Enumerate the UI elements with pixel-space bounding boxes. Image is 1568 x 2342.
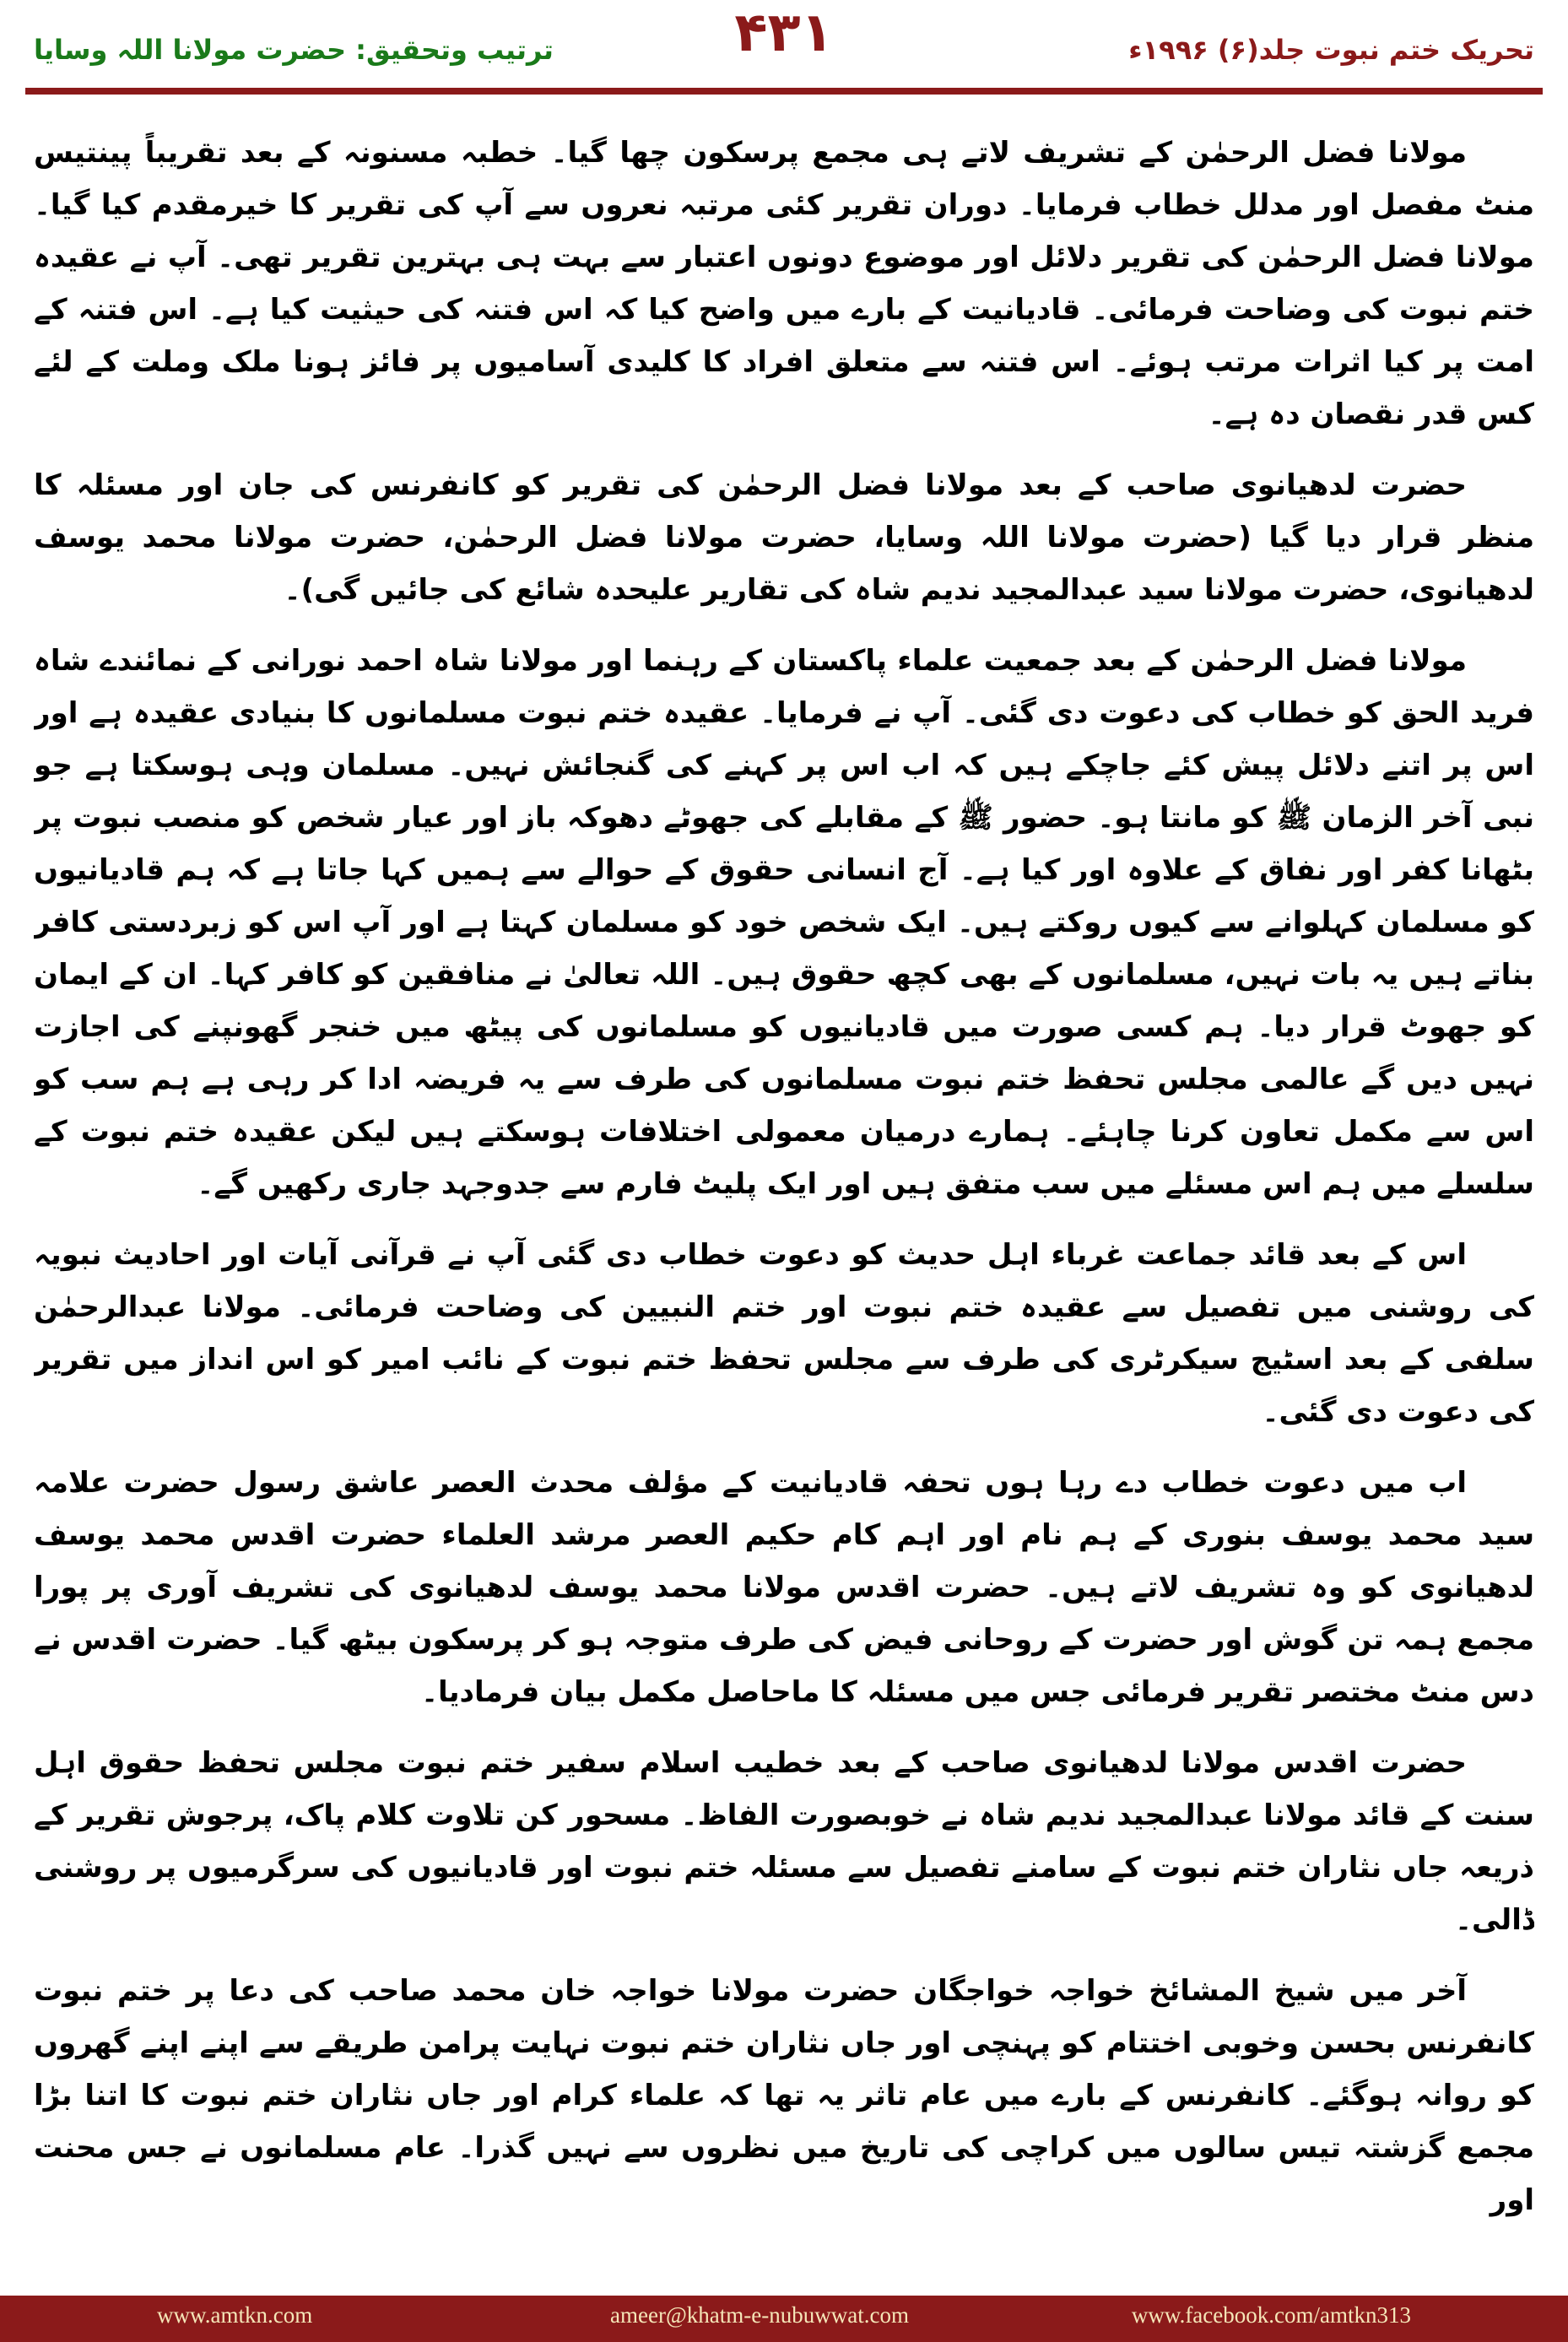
- page-footer: [0, 2296, 1568, 2342]
- footer-website-link[interactable]: www.amtkn.com: [157, 2302, 313, 2328]
- page-number: ۴۳۱: [734, 2, 834, 64]
- paragraph: مولانا فضل الرحمٰن کے تشریف لاتے ہی مجمع پرسکون چھا گیا۔ خطبہ مسنونہ کے بعد تقریباً پینتیس منٹ مفصل اور مدلل خطاب فرمایا۔ دوران تقریر کئی مرتبہ نعروں سے آپ کی تقریر کا خیرمقدم کیا گیا۔ مولانا فضل الرحمٰن کی تقریر دلائل اور موضوع دونوں اعتبار سے بہت ہی بہترین تقریر تھی۔ آپ نے عقیدہ ختم نبوت کی وضاحت فرمائی۔ قادیانیت کے بارے میں واضح کیا کہ اس فتنہ کی حیثیت کیا ہے۔ اس فتنہ کے امت پر کیا اثرات مرتب ہوئے۔ اس فتنہ سے متعلق افراد کا کلیدی آسامیوں پر فائز ہونا ملک وملت کے لئے کس قدر نقصان دہ ہے۔: [34, 136, 1534, 431]
- page-body: [34, 127, 1534, 2262]
- paragraph: حضرت لدھیانوی صاحب کے بعد مولانا فضل الرحمٰن کی تقریر کو کانفرنس کی جان اور مسئلہ کا منظر قرار دیا گیا (حضرت مولانا اللہ وسایا، حضرت مولانا فضل الرحمٰن، حضرت مولانا محمد یوسف لدھیانوی، حضرت مولانا سید عبدالمجید ندیم شاہ کی تقاریر علیحدہ شائع کی جائیں گی)۔: [34, 468, 1534, 607]
- footer-email-link[interactable]: ameer@khatm-e-nubuwwat.com: [610, 2302, 909, 2328]
- paragraph: حضرت اقدس مولانا لدھیانوی صاحب کے بعد خطیب اسلام سفیر ختم نبوت مجلس تحفظ حقوق اہل سنت کے قائد مولانا عبدالمجید ندیم شاہ نے خوبصورت الفاظ۔ مسحور کن تلاوت کلام پاک، پرجوش تقریر کے ذریعہ جاں نثاران ختم نبوت کے سامنے تفصیل سے مسئلہ ختم نبوت اور قادیانیوں کی سرگرمیوں پر روشنی ڈالی۔: [34, 1746, 1534, 1937]
- paragraph: اب میں دعوت خطاب دے رہا ہوں تحفہ قادیانیت کے مؤلف محدث العصر عاشق رسول حضرت علامہ سید محمد یوسف بنوری کے ہم نام اور اہم کام حکیم العصر مرشد العلماء حضرت اقدس محمد یوسف لدھیانوی کو وہ تشریف لاتے ہیں۔ حضرت اقدس مولانا محمد یوسف لدھیانوی کی تشریف آوری پر پورا مجمع ہمہ تن گوش اور حضرت کے روحانی فیض کی طرف متوجہ ہو کر پرسکون بیٹھ گیا۔ حضرت اقدس نے دس منٹ مختصر تقریر فرمائی جس میں مسئلہ کا ماحاصل مکمل بیان فرمادیا۔: [34, 1466, 1534, 1709]
- header-divider: [25, 88, 1543, 95]
- header-book-title: تحریک ختم نبوت جلد(۶) ۱۹۹۶ء: [1128, 34, 1534, 66]
- paragraph: مولانا فضل الرحمٰن کے بعد جمعیت علماء پاکستان کے رہنما اور مولانا شاہ احمد نورانی کے نمائندے شاہ فرید الحق کو خطاب کی دعوت دی گئی۔ آپ نے فرمایا۔ عقیدہ ختم نبوت مسلمانوں کا بنیادی عقیدہ ہے اور اس پر اتنے دلائل پیش کئے جاچکے ہیں کہ اب اس پر کہنے کی گنجائش نہیں۔ مسلمان وہی ہوسکتا ہے جو نبی آخر الزمان ﷺ کو مانتا ہو۔ حضور ﷺ کے مقابلے کی جھوٹے دھوکہ باز اور عیار شخص کو منصب نبوت پر بٹھانا کفر اور نفاق کے علاوہ اور کیا ہے۔ آج انسانی حقوق کے حوالے سے ہمیں کہا جاتا ہے کہ ہم قادیانیوں کو مسلمان کہلوانے سے کیوں روکتے ہیں۔ ایک شخص خود کو مسلمان کہتا ہے اور آپ اس کو زبردستی کافر بناتے ہیں یہ بات نہیں، مسلمانوں کے بھی کچھ حقوق ہیں۔ اللہ تعالیٰ نے منافقین کو کافر کہا۔ ان کے ایمان کو جھوٹ قرار دیا۔ ہم کسی صورت میں قادیانیوں کو مسلمانوں کی پیٹھ میں خنجر گھونپنے کی اجازت نہیں دیں گے عالمی مجلس تحفظ ختم نبوت مسلمانوں کی طرف سے یہ فریضہ ادا کر رہی ہے ہم سب کو اس سے مکمل تعاون کرنا چاہئے۔ ہمارے درمیان معمولی اختلافات ہوسکتے ہیں لیکن عقیدہ ختم نبوت کے سلسلے میں ہم اس مسئلے میں سب متفق ہیں اور ایک پلیٹ فارم سے جدوجہد جاری رکھیں گے۔: [34, 644, 1534, 1201]
- paragraph: آخر میں شیخ المشائخ خواجہ خواجگان حضرت مولانا خواجہ خان محمد صاحب کی دعا پر ختم نبوت کانفرنس بحسن وخوبی اختتام کو پہنچی اور جاں نثاران ختم نبوت نہایت پرامن طریقے سے اپنے اپنے گھروں کو روانہ ہوگئے۔ کانفرنس کے بارے میں عام تاثر یہ تھا کہ علماء کرام اور جاں نثاران ختم نبوت کا اتنا بڑا مجمع گزشتہ تیس سالوں میں کراچی کی تاریخ میں نظروں سے نہیں گذرا۔ عام مسلمانوں نے جس محنت اور: [34, 1974, 1534, 2217]
- page-header: [0, 0, 1568, 95]
- paragraph: اس کے بعد قائد جماعت غرباء اہل حدیث کو دعوت خطاب دی گئی آپ نے قرآنی آیات اور احادیث نبویہ کی روشنی میں تفصیل سے عقیدہ ختم نبوت اور ختم النبیین کی وضاحت فرمائی۔ مولانا عبدالرحمٰن سلفی کے بعد اسٹیج سیکرٹری کی طرف سے مجلس تحفظ ختم نبوت کے نائب امیر کو اس انداز میں تقریر کی دعوت دی گئی۔: [34, 1238, 1534, 1429]
- header-compiler: ترتیب وتحقیق: حضرت مولانا اللہ وسایا: [34, 34, 554, 66]
- footer-facebook-link[interactable]: www.facebook.com/amtkn313: [1131, 2302, 1411, 2328]
